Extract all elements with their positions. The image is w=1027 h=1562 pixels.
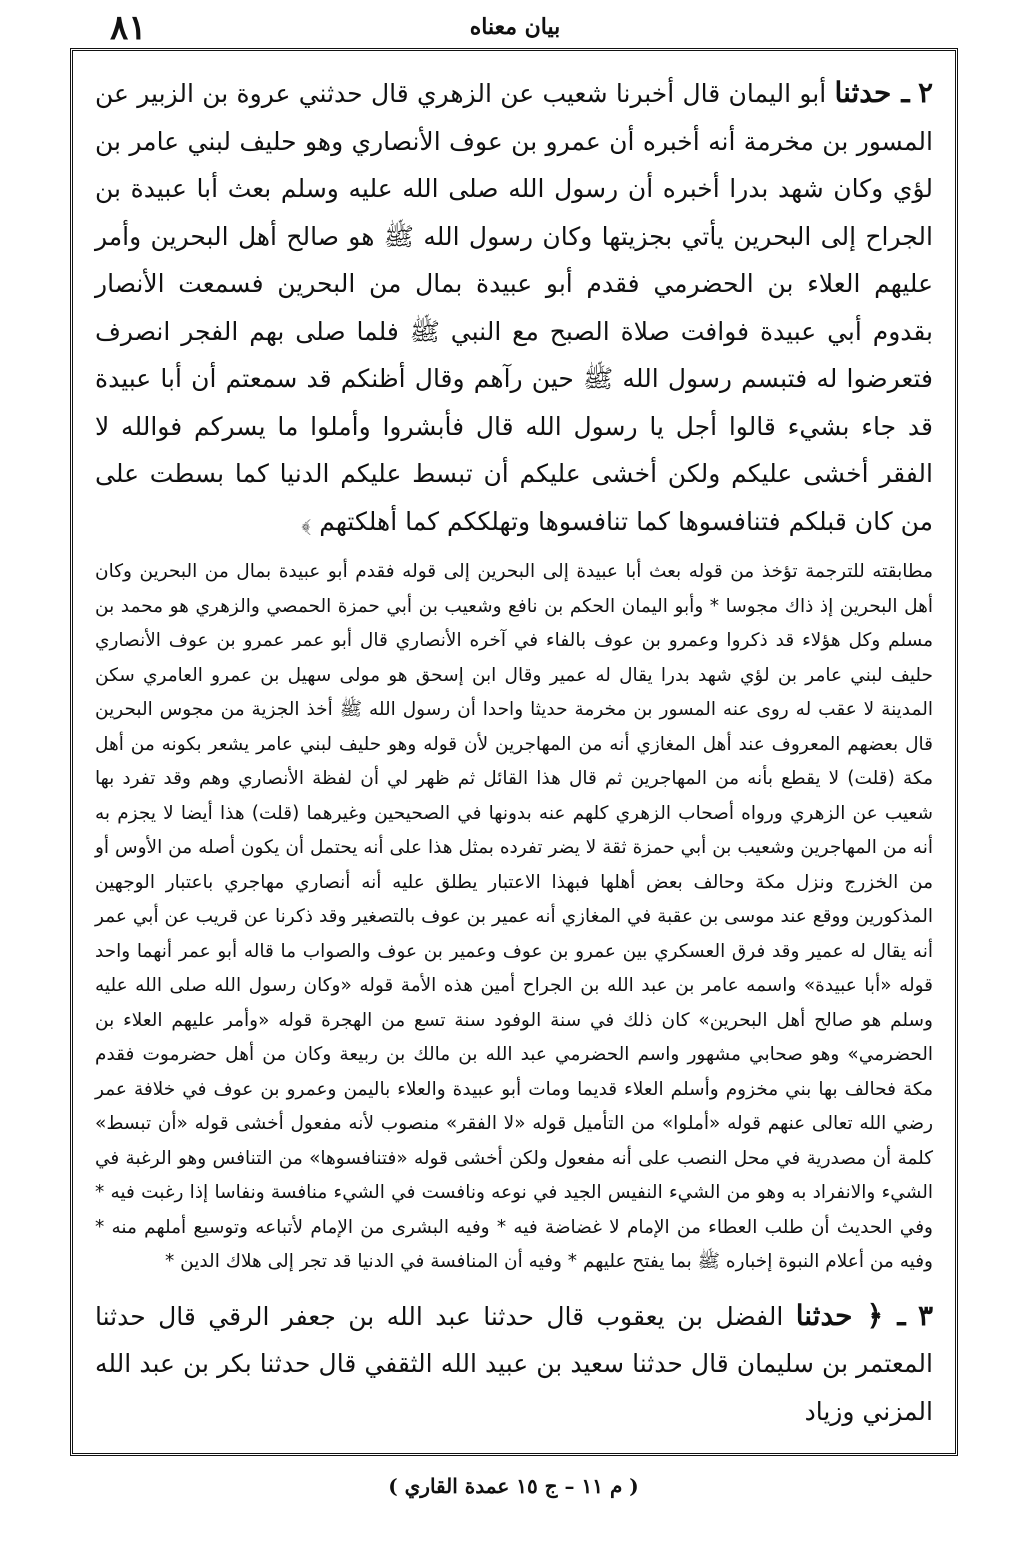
page-frame: [70, 48, 958, 1456]
commentary: [95, 555, 933, 1280]
hadith-2-number: ٢: [917, 76, 933, 109]
hadith-3-number: ٣: [917, 1298, 933, 1332]
running-title: بيان معناه: [469, 14, 561, 40]
hadith-2-paragraph: ٢ ـ حدثنا أبو اليمان قال أخبرنا شعيب عن الزهري قال حدثني عروة بن الزبير عن المسور بن مخرمة أنه أخبره أن عمرو بن عوف الأنصاري وهو حليف لبني عامر بن لؤي وكان شهد بدرا أخبره أن رسول الله صلى الله عليه وسلم بعث أبا عبيدة بن الجراح إلى البحرين يأتي بجزيتها وكان رسول الله ﷺ هو صالح أهل البحرين وأمر عليهم العلاء بن الحضرمي فقدم أبو عبيدة بمال من البحرين فسمعت الأنصار بقدوم أبي عبيدة فوافت صلاة الصبح مع النبي ﷺ فلما صلى بهم الفجر انصرف فتعرضوا له فتبسم رسول الله ﷺ حين رآهم وقال أظنكم قد سمعتم أن أبا عبيدة قد جاء بشيء قالوا أجل يا رسول الله قال فأبشروا وأملوا ما يسركم فوالله لا الفقر أخشى عليكم ولكن أخشى عليكم أن تبسط عليكم الدنيا كما بسطت على من كان قبلكم فتنافسوها كما تنافسوها وتهلككم كما أهلكتهم ﴾: [95, 76, 933, 536]
commentary-text: مطابقته للترجمة تؤخذ من قوله بعث أبا عبيدة إلى البحرين إلى قوله فقدم أبو عبيدة بمال من البحرين وكان أهل البحرين إذ ذاك مجوسا * وأبو اليمان الحكم بن نافع وشعيب بن أبي حمزة الحمصي والزهري هو محمد بن مسلم وكل هؤلاء قد ذكروا وعمرو بن عوف بالفاء في آخره الأنصاري قال أبو عمر عمرو بن عوف الأنصاري حليف لبني عامر بن لؤي شهد بدرا يقال له عمير وقال ابن إسحق هو مولى سهيل بن عمرو العامري سكن المدينة لا عقب له روى عنه المسور بن مخرمة حديثا واحدا أن رسول الله ﷺ أخذ الجزية من مجوس البحرين قال بعضهم المعروف عند أهل المغازي أنه من المهاجرين لأن قوله وهو حليف لبني عامر يشعر بكونه من أهل مكة (قلت) لا يقطع بأنه من المهاجرين ثم قال هذا القائل ثم ظهر لي أن لفظة الأنصاري وهم وقد تفرد بها شعيب عن الزهري ورواه أصحاب الزهري كلهم عنه بدونها في الصحيحين وغيرهما (قلت) هذا أيضا لا يجزم به أنه من المهاجرين وشعيب بن أبي حمزة ثقة لا يضر تفرده بمثل هذا على أنه يحتمل أن يكون أصله من الأوس أو من الخزرج ونزل مكة وحالف بعض أهلها فبهذا الاعتبار يطلق عليه أنه أنصاري مهاجري باعتبار الوجهين المذكورين ووقع عند موسى بن عقبة في المغازي أنه عمير بن عوف بالتصغير وقد ذكرنا عن قريب عن أبي عمر أنه يقال له عمير وقد فرق العسكري بين عمرو بن عوف وعمير بن عوف والصواب ما قاله أبو عمر أنهما واحد قوله «أبا عبيدة» واسمه عامر بن عبد الله بن الجراح أمين هذه الأمة قوله «وكان رسول الله صلى الله عليه وسلم هو صالح أهل البحرين» كان ذلك في سنة الوفود سنة تسع من الهجرة قوله «وأمر عليهم العلاء بن الحضرمي» وهو صحابي مشهور واسم الحضرمي عبد الله بن مالك بن ربيعة وكان من أهل حضرموت فقدم مكة فحالف بها بني مخزوم وأسلم العلاء قديما ومات أبو عبيدة والعلاء باليمن وعمرو بن عوف في خلافة عمر رضي الله تعالى عنهم قوله «أملوا» من التأميل قوله «لا الفقر» منصوب لأنه مفعول أخشى قوله «أن تبسط» كلمة أن مصدرية في محل النصب على أنه مفعول ولكن أخشى قوله «فتنافسوها» من التنافس وهو الرغبة في الشيء والانفراد به وهو من الشيء النفيس الجيد في نوعه ونافست في الشيء منافسة ونفاسا إذا رغبت فيه * وفي الحديث أن طلب العطاء من الإمام لا غضاضة فيه * وفيه البشرى من الإمام لأتباعه وتوسيع أملهم منه * وفيه من أعلام النبوة إخباره ﷺ بما يفتح عليهم * وفيه أن المنافسة في الدنيا قد تجر إلى هلاك الدين *: [95, 561, 933, 1272]
hadith-3: [95, 1292, 933, 1436]
hadith-3-lead: حدثنا: [795, 1298, 853, 1332]
hadith-3-text: الفضل بن يعقوب قال حدثنا عبد الله بن جعفر الرقي قال حدثنا المعتمر بن سليمان قال حدثنا سعيد بن عبيد الله الثقفي قال حدثنا بكر بن عبد الله المزني وزياد: [95, 1301, 933, 1426]
hadith-2: [95, 69, 933, 545]
hadith-3-paragraph: ٣ ـ ﴿ حدثنا الفضل بن يعقوب قال حدثنا عبد الله بن جعفر الرقي قال حدثنا المعتمر بن سليمان قال حدثنا سعيد بن عبيد الله الثقفي قال حدثنا بكر بن عبد الله المزني وزياد: [95, 1298, 933, 1426]
page-number: ٨١: [110, 8, 147, 48]
page-footer: ( م ١١ – ج ١٥ عمدة القاري ): [388, 1474, 639, 1498]
page-header: [70, 6, 960, 46]
hadith-2-text: أبو اليمان قال أخبرنا شعيب عن الزهري قال حدثني عروة بن الزبير عن المسور بن مخرمة أنه أخبره أن عمرو بن عوف الأنصاري وهو حليف لبني عامر بن لؤي وكان شهد بدرا أخبره أن رسول الله صلى الله عليه وسلم بعث أبا عبيدة بن الجراح إلى البحرين يأتي بجزيتها وكان رسول الله ﷺ هو صالح أهل البحرين وأمر عليهم العلاء بن الحضرمي فقدم أبو عبيدة بمال من البحرين فسمعت الأنصار بقدوم أبي عبيدة فوافت صلاة الصبح مع النبي ﷺ فلما صلى بهم الفجر انصرف فتعرضوا له فتبسم رسول الله ﷺ حين رآهم وقال أظنكم قد سمعتم أن أبا عبيدة قد جاء بشيء قالوا أجل يا رسول الله قال فأبشروا وأملوا ما يسركم فوالله لا الفقر أخشى عليكم ولكن أخشى عليكم أن تبسط عليكم الدنيا كما بسطت على من كان قبلكم فتنافسوها كما تنافسوها وتهلككم كما أهلكتهم ﴾: [95, 79, 933, 536]
hadith-2-lead: حدثنا: [834, 76, 892, 109]
